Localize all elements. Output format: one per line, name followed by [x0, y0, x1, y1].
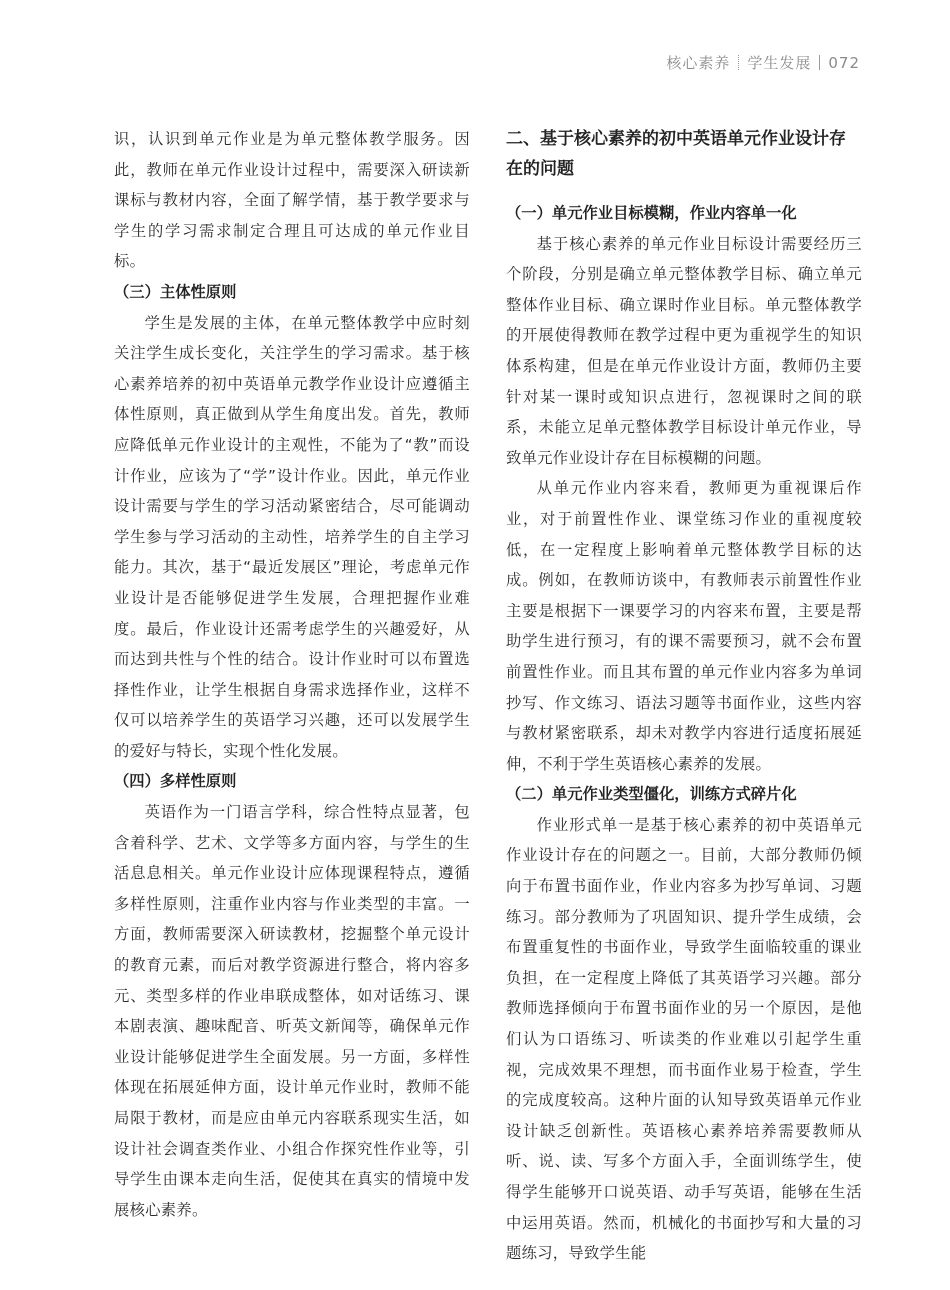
chapter-title: 二、基于核心素养的初中英语单元作业设计存在的问题 — [506, 129, 846, 179]
header-section: 核心素养 — [666, 54, 731, 72]
running-header — [666, 52, 860, 73]
header-subsection: 学生发展 — [747, 54, 812, 72]
paragraph: 英语作为一门语言学科，综合性特点显著，包含着科学、艺术、文学等多方面内容，与学生的生活息息相关。单元作业设计应体现课程特点，遵循多样性原则，注重作业内容与作业类型的丰富。一方面，教师需要深入研读教材，挖掘整个单元设计的教育元素，而后对教学资源进行整合，将内容多元、类型多样的作业串联成整体，如对话练习、课本剧表演、趣味配音、听英文新闻等，确保单元作业设计能够促进学生全面发展。另一方面，多样性体现在拓展延伸方面，设计单元作业时，教师不能局限于教材，而是应由单元内容联系现实生活，如设计社会调查类作业、小组合作探究性作业等，引导学生由课本走向生活，促使其在真实的情境中发展核心素养。 — [114, 803, 470, 1219]
right-column — [506, 124, 862, 1269]
paragraph: 学生是发展的主体，在单元整体教学中应时刻关注学生成长变化，关注学生的学习需求。基于核心素养培养的初中英语单元教学作业设计应遵循主体性原则，真正做到从学生角度出发。首先，教师应降低单元作业设计的主观性，不能为了“教”而设计作业，应该为了“学”设计作业。因此，单元作业设计需要与学生的学习活动紧密结合，尽可能调动学生参与学习活动的主动性，培养学生的自主学习能力。其次，基于“最近发展区”理论，考虑单元作业设计是否能够促进学生发展，合理把握作业难度。最后，作业设计还需考虑学生的兴趣爱好，从而达到共性与个性的结合。设计作业时可以布置选择性作业，让学生根据自身需求选择作业，这样不仅可以培养学生的英语学习兴趣，还可以发展学生的爱好与特长，实现个性化发展。 — [114, 313, 470, 760]
paragraph: 基于核心素养的单元作业目标设计需要经历三个阶段，分别是确立单元整体教学目标、确立单元整体作业目标、确立课时作业目标。单元整体教学的开展使得教师在教学过程中更为重视学生的知识体系构建，但是在单元作业设计方面，教师仍主要针对某一课时或知识点进行，忽视课时之间的联系，未能立足单元整体教学目标设计单元作业，导致单元作业设计存在目标模糊的问题。 — [506, 234, 862, 467]
page-number: 072 — [828, 53, 860, 72]
section-heading: （四）多样性原则 — [114, 772, 237, 791]
paragraph: 作业形式单一是基于核心素养的初中英语单元作业设计存在的问题之一。目前，大部分教师仍倾向于布置书面作业，作业内容多为抄写单词、习题练习。部分教师为了巩固知识、提升学生成绩，会布置重复性的书面作业，导致学生面临较重的课业负担，在一定程度上降低了其英语学习兴趣。部分教师选择倾向于布置书面作业的另一个原因，是他们认为口语练习、听读类的作业难以引起学生重视，完成效果不理想，而书面作业易于检查，学生的完成度较高。这种片面的认知导致英语单元作业设计缺乏创新性。英语核心素养培养需要教师从听、说、读、写多个方面入手，全面训练学生，使得学生能够开口说英语、动手写英语，能够在生活中运用英语。然而，机械化的书面抄写和大量的习题练习，导致学生能 — [506, 815, 862, 1263]
section-heading: （二）单元作业类型僵化，训练方式碎片化 — [506, 785, 797, 804]
left-column — [114, 124, 470, 1225]
header-divider — [819, 55, 820, 70]
section-heading: （三）主体性原则 — [114, 282, 237, 301]
paragraph: 识，认识到单元作业是为单元整体教学服务。因此，教师在单元作业设计过程中，需要深入研读新课标与教材内容，全面了解学情，基于教学要求与学生的学习需求制定合理且可达成的单元作业目标。 — [114, 130, 470, 271]
header-divider — [738, 55, 739, 70]
section-heading: （一）单元作业目标模糊，作业内容单一化 — [506, 204, 797, 222]
paragraph: 从单元作业内容来看，教师更为重视课后作业，对于前置性作业、课堂练习作业的重视度较低，在一定程度上影响着单元整体教学目标的达成。例如，在教师访谈中，有教师表示前置性作业主要是根据下一课要学习的内容来布置，主要是帮助学生进行预习，有的课不需要预习，就不会布置前置性作业。而且其布置的单元作业内容多为单词抄写、作文练习、语法习题等书面作业，这些内容与教材紧密联系，却未对教学内容进行适度拓展延伸，不利于学生英语核心素养的发展。 — [506, 479, 862, 773]
